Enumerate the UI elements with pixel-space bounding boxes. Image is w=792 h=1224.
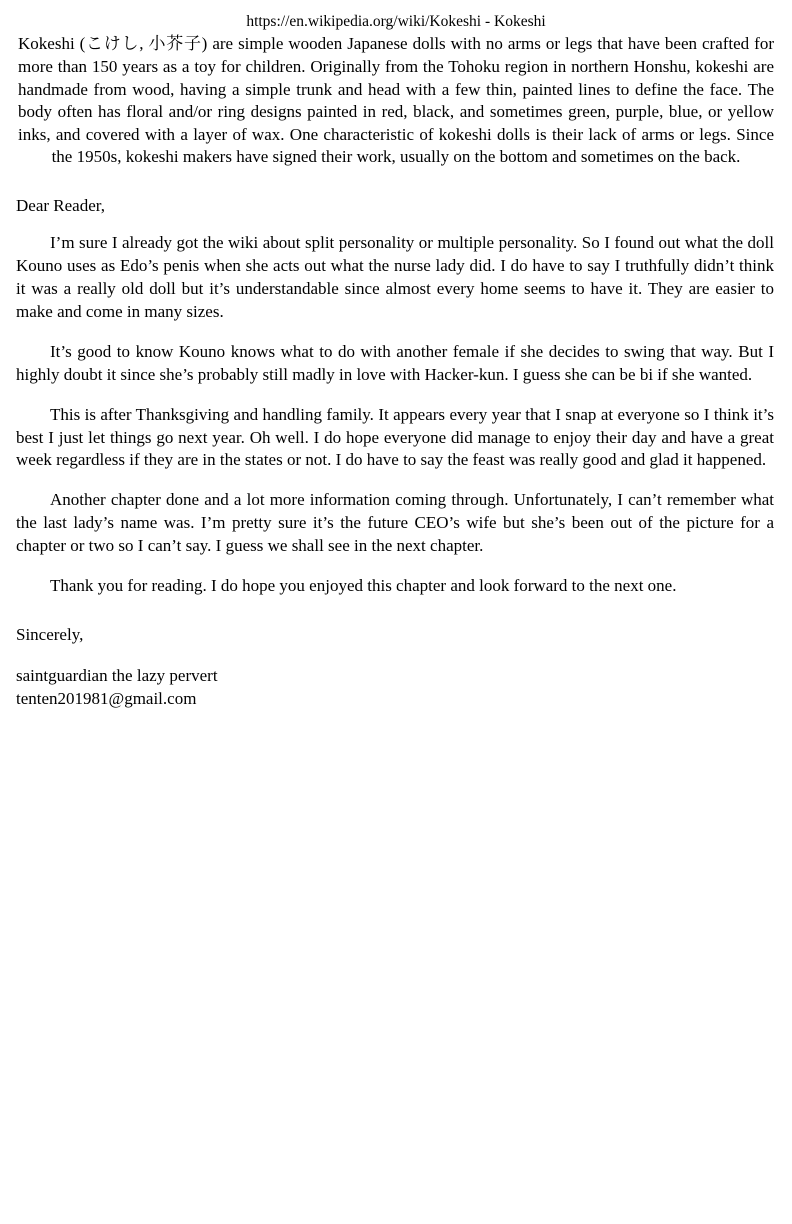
salutation: Dear Reader, bbox=[16, 196, 105, 216]
signature-name: saintguardian the lazy pervert bbox=[16, 666, 218, 686]
page-header-url: https://en.wikipedia.org/wiki/Kokeshi - Kokeshi bbox=[246, 13, 546, 30]
letter-paragraph-1: I’m sure I already got the wiki about split personality or multiple personality. So I found out what the doll Kouno uses as Edo’s penis when she acts out what the nurse lady did. I do have to say I truthfully didn’t think it was a really old doll but it’s understandable since almost every home seems to have it. They are easier to make and come in many sizes. bbox=[16, 232, 774, 321]
closing: Sincerely, bbox=[16, 625, 84, 645]
letter-paragraph-5: Thank you for reading. I do hope you enjoyed this chapter and look forward to the next one. bbox=[50, 576, 677, 596]
signature-block bbox=[16, 665, 774, 711]
signature-email[interactable]: tenten201981@gmail.com bbox=[16, 689, 197, 709]
letter-paragraph-4: Another chapter done and a lot more information coming through. Unfortunately, I can’t remember what the last lady’s name was. I’m pretty sure it’s the future CEO’s wife but she’s been out of the picture for a chapter or two so I can’t say. I guess we shall see in the next chapter. bbox=[16, 490, 774, 556]
intro-paragraph: Kokeshi (こけし, 小芥子) are simple wooden Japanese dolls with no arms or legs that have been crafted for more than 150 years as a toy for children. Originally from the Tohoku region in northern Honshu, kokeshi are handmade from wood, having a simple trunk and head with a few thin, painted lines to define the face. The body often has floral and/or ring designs painted in red, black, and sometimes green, purple, blue, or yellow inks, and covered with a layer of wax. One characteristic of kokeshi dolls is their lack of arms or legs. Since the 1950s, kokeshi makers have signed their work, usually on the bottom and sometimes on the back. bbox=[18, 34, 774, 167]
letter-paragraph-3: This is after Thanksgiving and handling family. It appears every year that I snap at everyone so I think it’s best I just let things go next year. Oh well. I do hope everyone did manage to enjoy their day and have a great week regardless if they are in the states or not. I do have to say the feast was really good and glad it happened. bbox=[16, 404, 774, 470]
letter-paragraph-2: It’s good to know Kouno knows what to do with another female if she decides to swing that way. But I highly doubt it since she’s probably still madly in love with Hacker-kun. I guess she can be bi if she wanted. bbox=[16, 341, 774, 384]
letter-body bbox=[14, 195, 778, 711]
